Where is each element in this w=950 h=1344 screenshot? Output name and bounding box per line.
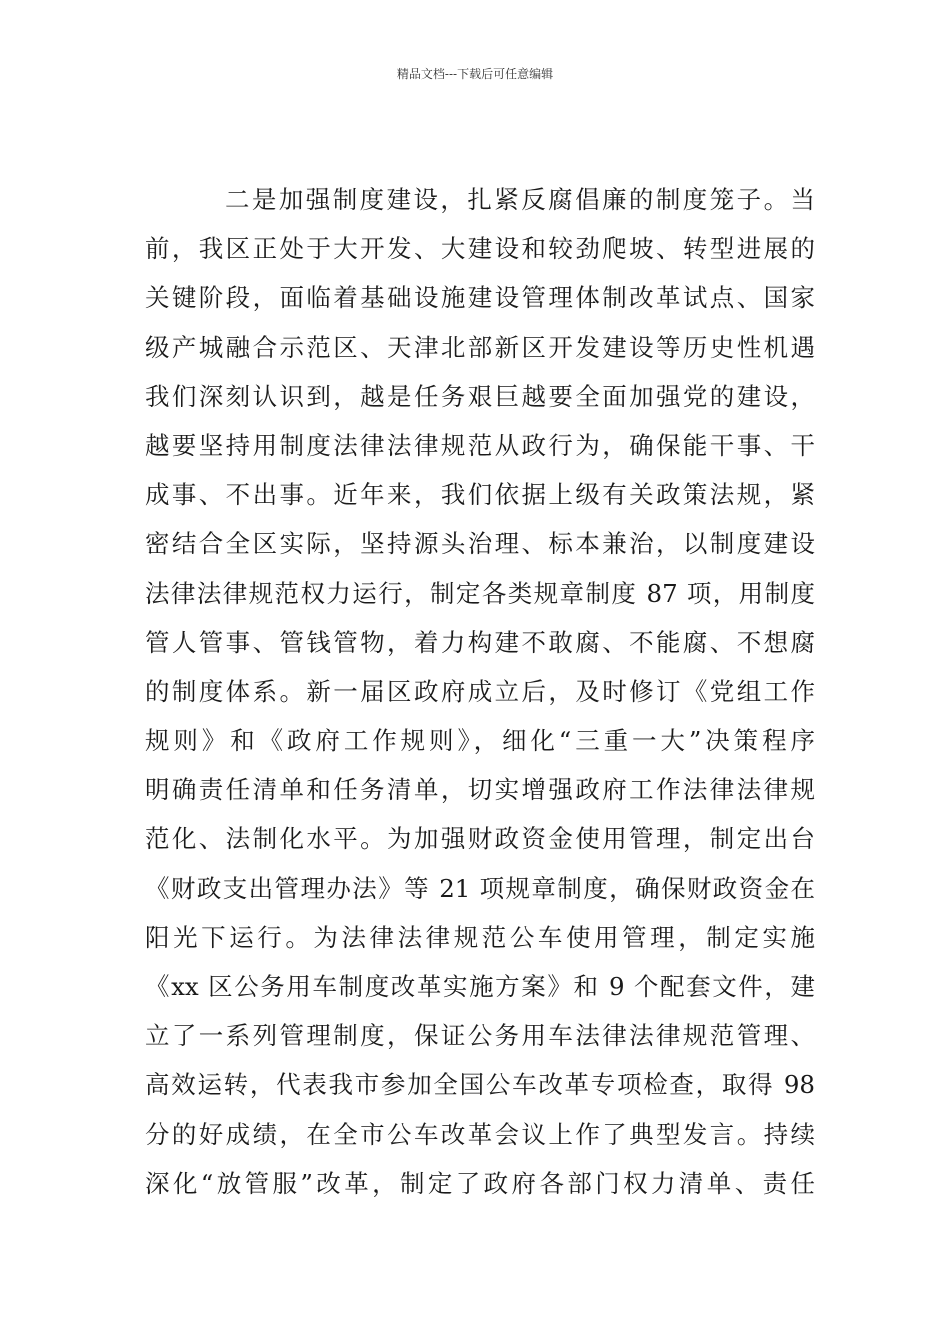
paragraph-line: 级产城融合示范区、天津北部新区开发建设等历史性机遇 [145,332,815,362]
paragraph-line: 深化“放管服”改革，制定了政府各部门权力清单、责任 [145,1168,815,1198]
paragraph-line: 《财政支出管理办法》等 21 项规章制度，确保财政资金在 [145,873,815,903]
paragraph-line: 规则》和《政府工作规则》，细化“三重一大”决策程序 [145,726,815,756]
paragraph-line: 范化、法制化水平。为加强财政资金使用管理，制定出台 [145,824,815,854]
paragraph-line: 我们深刻认识到，越是任务艰巨越要全面加强党的建设， [145,381,815,411]
page-header: 精品文档---下载后可任意编辑 [396,67,554,81]
paragraph-line: 管人管事、管钱管物，着力构建不敢腐、不能腐、不想腐 [145,627,815,657]
paragraph-line: 分的好成绩，在全市公车改革会议上作了典型发言。持续 [145,1119,815,1149]
paragraph-line: 立了一系列管理制度，保证公务用车法律法律规范管理、 [145,1021,815,1051]
paragraph-line: 关键阶段，面临着基础设施建设管理体制改革试点、国家 [145,283,815,313]
document-body [145,175,815,1208]
paragraph-line: 越要坚持用制度法律法律规范从政行为，确保能干事、干 [145,430,815,460]
paragraph-line: 明确责任清单和任务清单，切实增强政府工作法律法律规 [145,775,815,805]
paragraph-line: 法律法律规范权力运行，制定各类规章制度 87 项，用制度 [145,578,815,608]
paragraph-line: 前，我区正处于大开发、大建设和较劲爬坡、转型进展的 [145,234,815,264]
paragraph-line: 的制度体系。新一届区政府成立后，及时修订《党组工作 [145,676,815,706]
paragraph-line: 《xx 区公务用车制度改革实施方案》和 9 个配套文件，建 [145,972,815,1001]
paragraph-line: 密结合全区实际，坚持源头治理、标本兼治，以制度建设 [145,529,815,559]
paragraph-line: 高效运转，代表我市参加全国公车改革专项检查，取得 98 [145,1070,815,1100]
paragraph-line: 成事、不出事。近年来，我们依据上级有关政策法规，紧 [145,480,815,510]
paragraph-line: 二是加强制度建设，扎紧反腐倡廉的制度笼子。当 [225,185,815,214]
paragraph-line: 阳光下运行。为法律法律规范公车使用管理，制定实施 [145,922,815,952]
